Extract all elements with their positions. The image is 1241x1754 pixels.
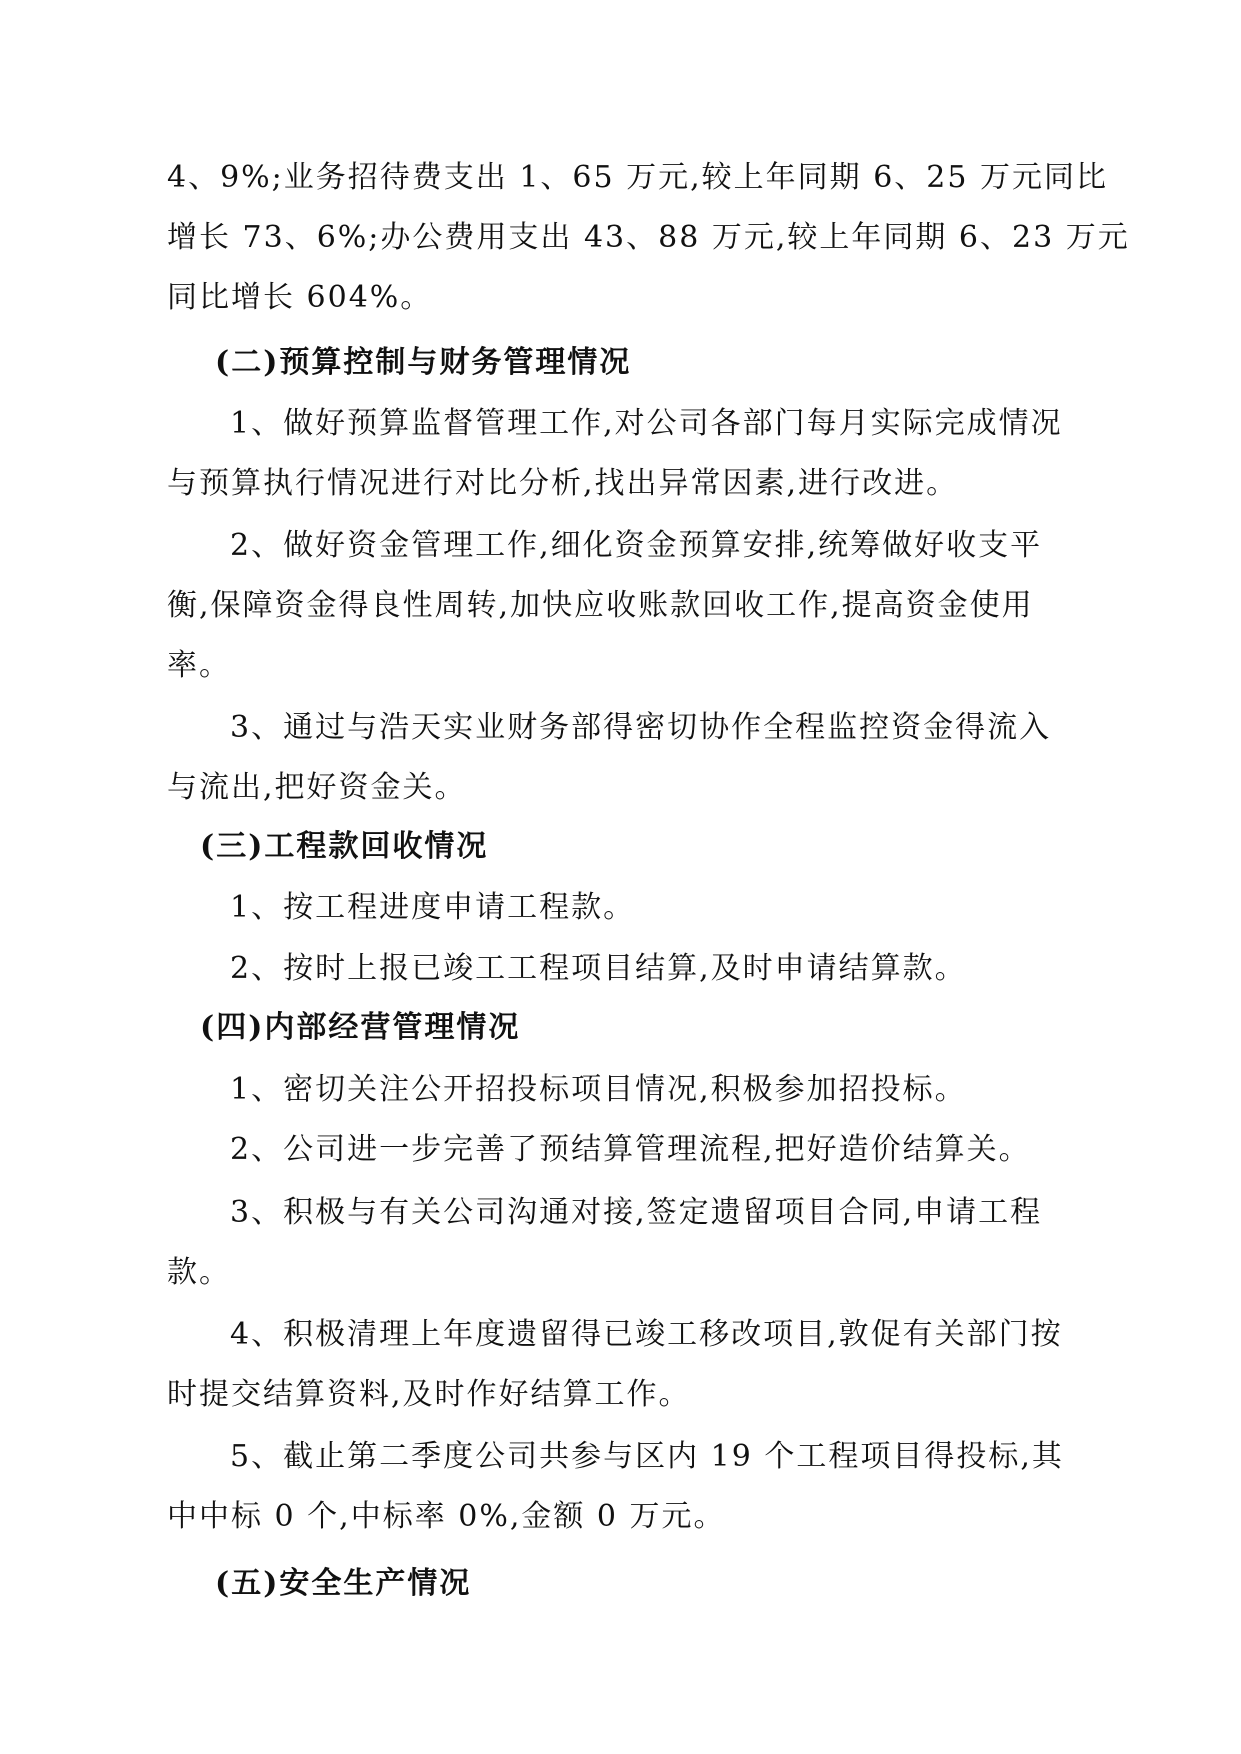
body-line: 2、做好资金管理工作,细化资金预算安排,统筹做好收支平 bbox=[230, 528, 1043, 563]
body-line: 1、按工程进度申请工程款。 bbox=[230, 890, 636, 925]
body-line: 4、积极清理上年度遗留得已竣工移改项目,敦促有关部门按 bbox=[230, 1317, 1063, 1352]
body-line: 时提交结算资料,及时作好结算工作。 bbox=[167, 1377, 691, 1412]
body-line: 与流出,把好资金关。 bbox=[167, 770, 467, 805]
body-line: 1、做好预算监督管理工作,对公司各部门每月实际完成情况 bbox=[230, 406, 1063, 441]
body-line: 4、9%;业务招待费支出 1、65 万元,较上年同期 6、25 万元同比 bbox=[167, 160, 1108, 195]
body-line: 2、按时上报已竣工工程项目结算,及时申请结算款。 bbox=[230, 951, 967, 986]
body-line: 1、密切关注公开招投标项目情况,积极参加招投标。 bbox=[230, 1072, 967, 1107]
body-line: 率。 bbox=[167, 648, 231, 683]
body-line: 增长 73、6%;办公费用支出 43、88 万元,较上年同期 6、23 万元 bbox=[167, 220, 1130, 255]
body-line: 中中标 0 个,中标率 0%,金额 0 万元。 bbox=[167, 1499, 726, 1534]
section-heading: (四)内部经营管理情况 bbox=[200, 1010, 521, 1045]
body-line: 款。 bbox=[167, 1255, 231, 1290]
section-heading: (二)预算控制与财务管理情况 bbox=[215, 345, 632, 380]
body-line: 5、截止第二季度公司共参与区内 19 个工程项目得投标,其 bbox=[230, 1439, 1064, 1474]
body-line: 2、公司进一步完善了预结算管理流程,把好造价结算关。 bbox=[230, 1132, 1031, 1167]
section-heading: (五)安全生产情况 bbox=[215, 1566, 472, 1601]
body-line: 3、积极与有关公司沟通对接,签定遗留项目合同,申请工程 bbox=[230, 1195, 1043, 1230]
body-line: 3、通过与浩天实业财务部得密切协作全程监控资金得流入 bbox=[230, 710, 1052, 745]
body-line: 同比增长 604%。 bbox=[167, 280, 433, 315]
section-heading: (三)工程款回收情况 bbox=[200, 829, 489, 864]
body-line: 衡,保障资金得良性周转,加快应收账款回收工作,提高资金使用 bbox=[167, 588, 1034, 623]
body-line: 与预算执行情况进行对比分析,找出异常因素,进行改进。 bbox=[167, 466, 959, 501]
